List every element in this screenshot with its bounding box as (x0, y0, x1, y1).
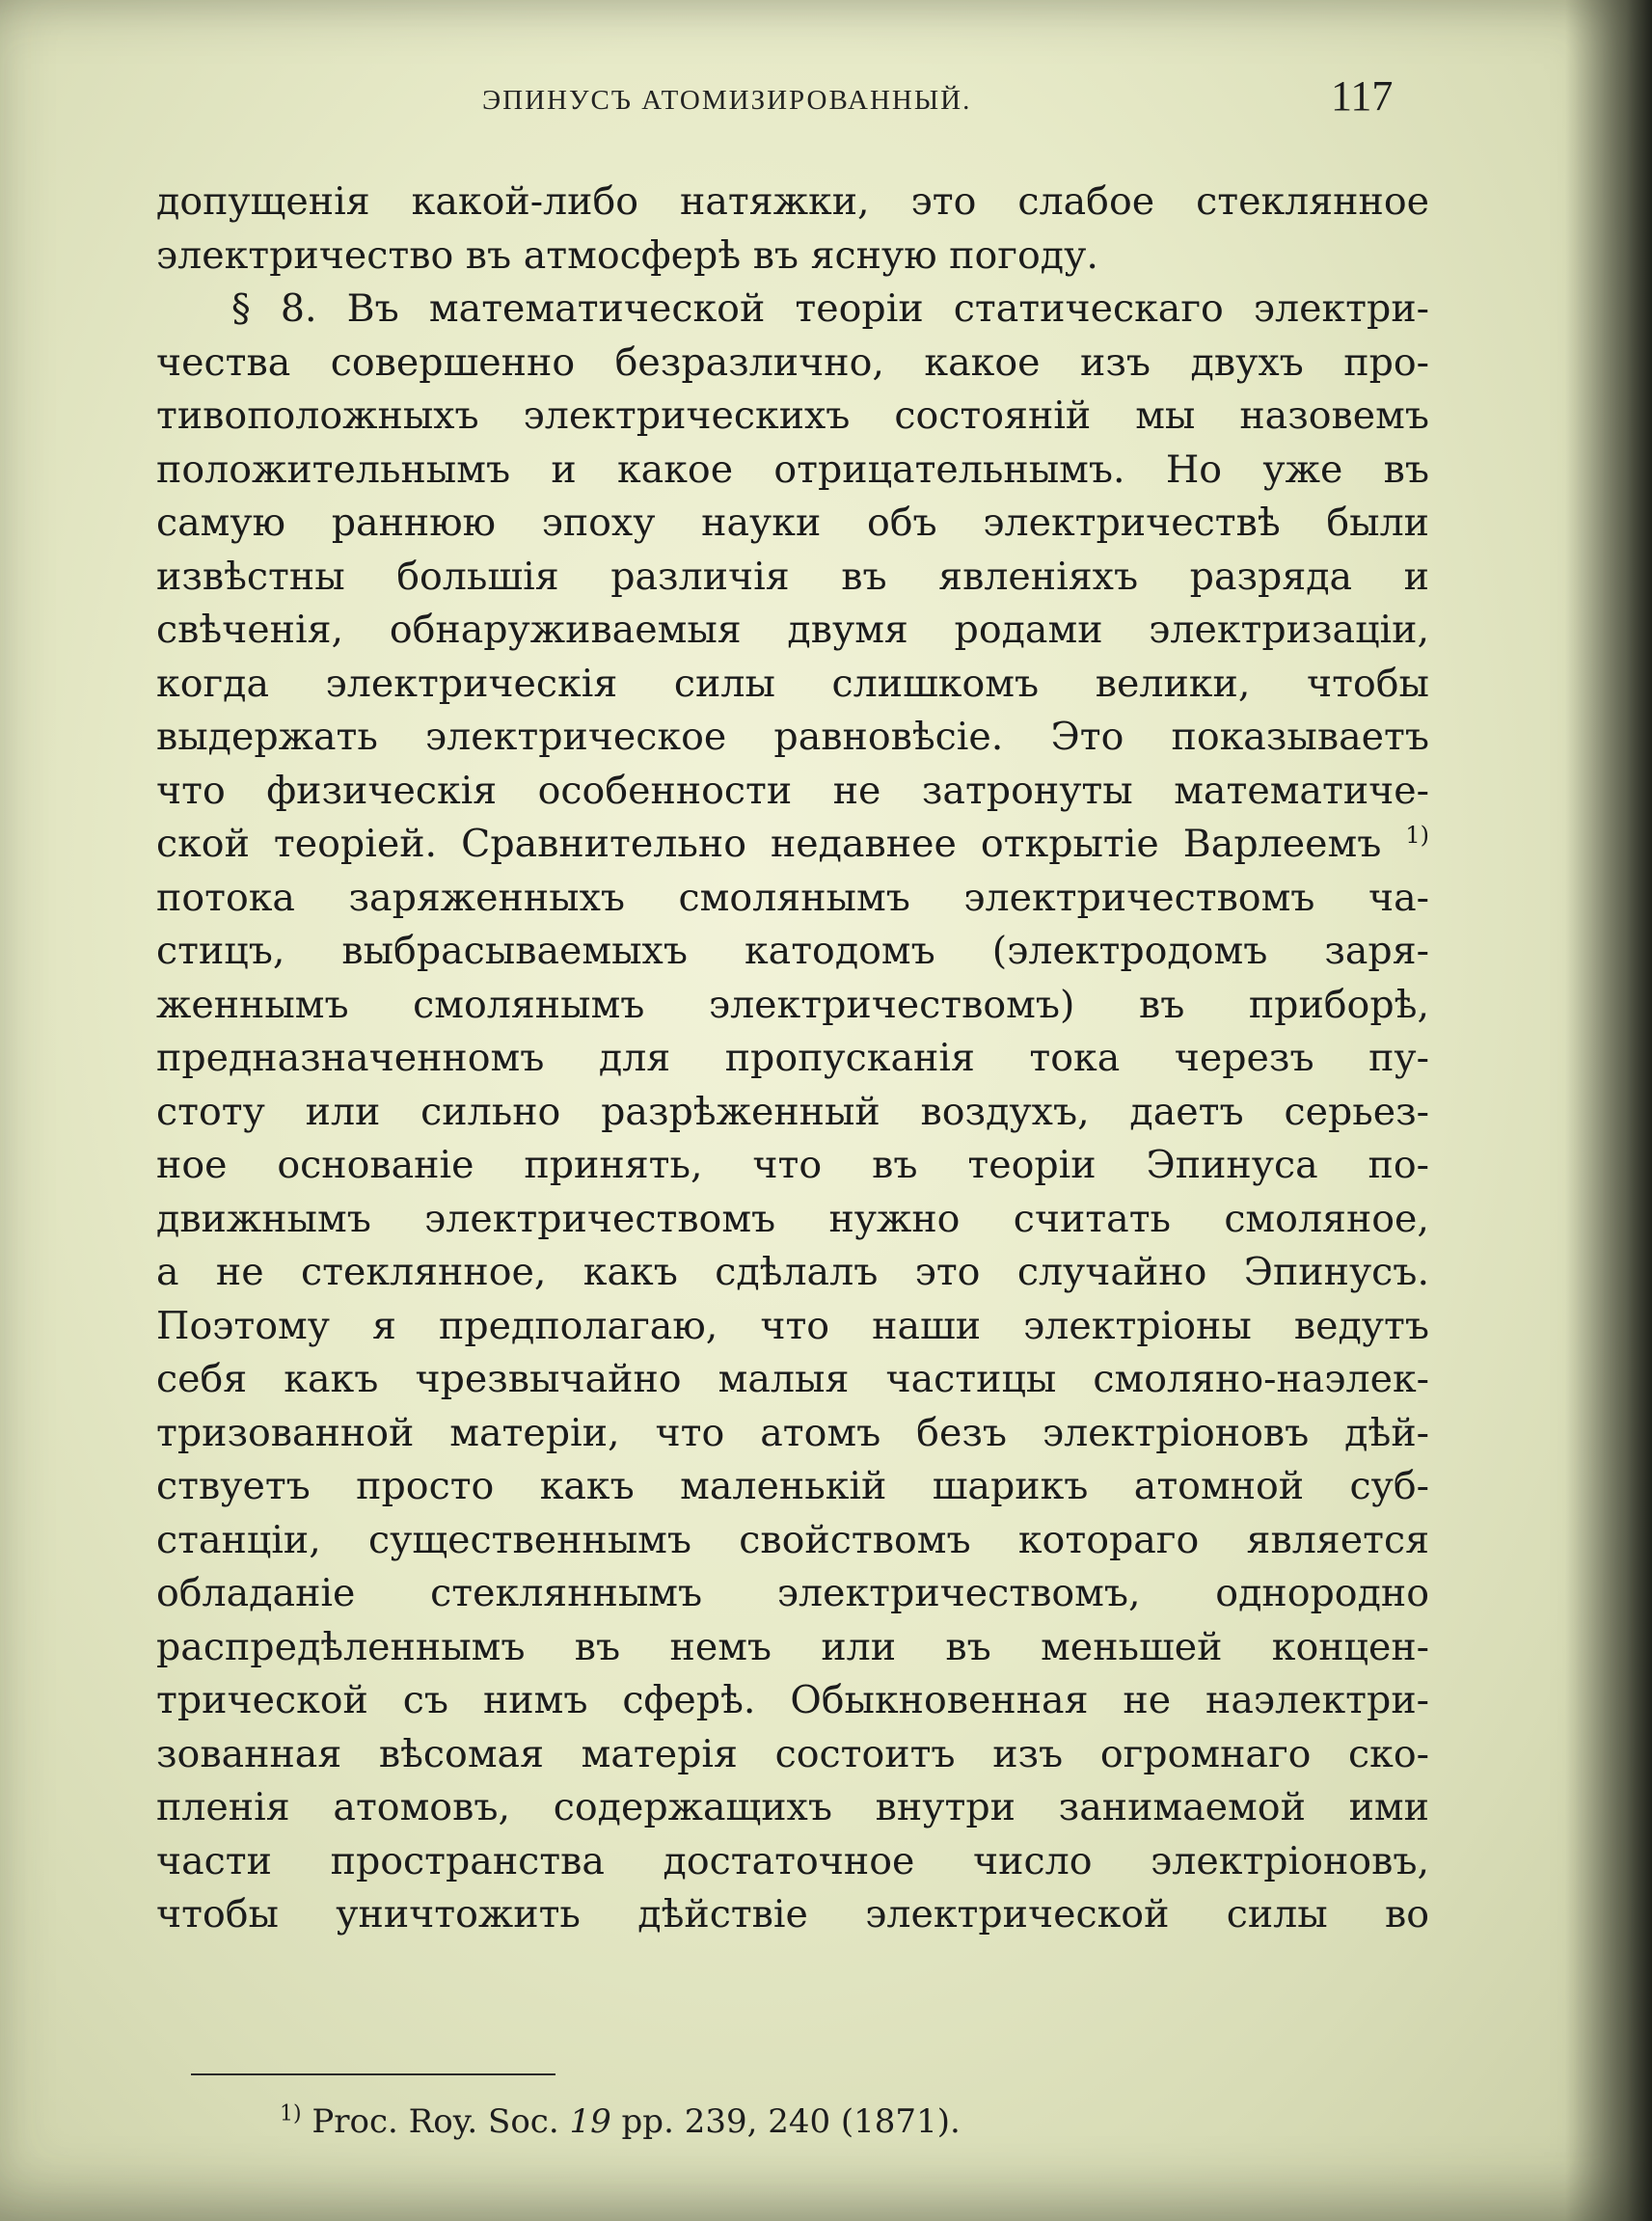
page-number: 117 (1331, 72, 1394, 120)
text-line-content: ской теоріей. Сравнительно недавнее открытіе Варлеемъ (156, 822, 1382, 866)
text-line: части пространства достаточное число электріоновъ, (156, 1838, 1429, 1883)
text-line: что физическія особенности не затронуты математиче- (156, 768, 1429, 813)
text-line: ное основаніе принять, что въ теоріи Эпинуса по- (156, 1143, 1429, 1187)
body-text (156, 176, 1429, 1942)
text-line: электричество въ атмосферѣ въ ясную погоду. (156, 232, 1098, 278)
text-line: пленія атомовъ, содержащихъ внутри занимаемой ими (156, 1785, 1429, 1829)
text-line: обладаніе стекляннымъ электричествомъ, однородно (156, 1571, 1429, 1615)
text-line: самую раннюю эпоху науки объ электричествѣ были (156, 501, 1429, 545)
text-line: распредѣленнымъ въ немъ или въ меньшей концен- (156, 1624, 1429, 1669)
footnote (280, 2102, 961, 2141)
text-line: предназначенномъ для пропусканія тока черезъ пу- (156, 1036, 1429, 1080)
text-line: чтобы уничтожить дѣйствіе электрической силы во (156, 1892, 1429, 1937)
text-line: потока заряженныхъ смолянымъ электричествомъ ча- (156, 875, 1429, 920)
page-edge-shadow (1565, 0, 1652, 2221)
text-line: извѣстны большія различія въ явленіяхъ разряда и (156, 554, 1429, 599)
text-line: стоту или сильно разрѣженный воздухъ, даетъ серьез- (156, 1089, 1429, 1134)
section-8-first-line: § 8. Въ математической теоріи статическаго электри- (231, 286, 1429, 331)
text-line: тризованной матеріи, что атомъ безъ электріоновъ дѣй- (156, 1410, 1429, 1455)
text-line: себя какъ чрезвычайно малыя частицы смоляно-наэлек- (156, 1357, 1429, 1401)
text-line: движнымъ электричествомъ нужно считать смоляное, (156, 1196, 1429, 1241)
footnote-source: Proc. Roy. Soc. (311, 2102, 559, 2141)
text-line: допущенія какой-либо натяжки, это слабое стеклянное (156, 179, 1429, 224)
text-line-with-footnote-ref (156, 818, 1429, 872)
footnote-pages: pp. 239, 240 (1871). (621, 2102, 961, 2141)
text-line: чества совершенно безразлично, какое изъ двухъ про- (156, 339, 1429, 385)
running-head: ЭПИНУСЪ АТОМИЗИРОВАННЫЙ. (482, 85, 972, 116)
text-line: тивоположныхъ электрическихъ состояній мы назовемъ (156, 393, 1429, 438)
footnote-divider (191, 2073, 555, 2075)
text-line: когда электрическія силы слишкомъ велики, чтобы (156, 661, 1429, 706)
text-line: станціи, существеннымъ свойствомъ котораго является (156, 1517, 1429, 1562)
footnote-marker: 1) (280, 2101, 302, 2126)
text-line: положительнымъ и какое отрицательнымъ. Но уже въ (156, 447, 1429, 492)
text-line: ствуетъ просто какъ маленькій шарикъ атомной суб- (156, 1464, 1429, 1508)
text-line: свѣченія, обнаруживаемыя двумя родами электризаціи, (156, 608, 1429, 652)
text-line: а не стеклянное, какъ сдѣлалъ это случайно Эпинусъ. (156, 1250, 1429, 1294)
text-line: женнымъ смолянымъ электричествомъ) въ приборѣ, (156, 982, 1429, 1027)
text-line: трической съ нимъ сферѣ. Обыкновенная не наэлектри- (156, 1678, 1429, 1722)
text-line: Поэтому я предполагаю, что наши электріоны ведутъ (156, 1303, 1429, 1348)
text-line: зованная вѣсомая матерія состоитъ изъ огромнаго ско- (156, 1731, 1429, 1776)
text-line: выдержать электрическое равновѣсіе. Это показываетъ (156, 715, 1429, 759)
footnote-volume: 19 (569, 2102, 611, 2141)
footnote-reference: 1) (1405, 821, 1429, 849)
text-line: стицъ, выбрасываемыхъ катодомъ (электродомъ заря- (156, 929, 1429, 973)
